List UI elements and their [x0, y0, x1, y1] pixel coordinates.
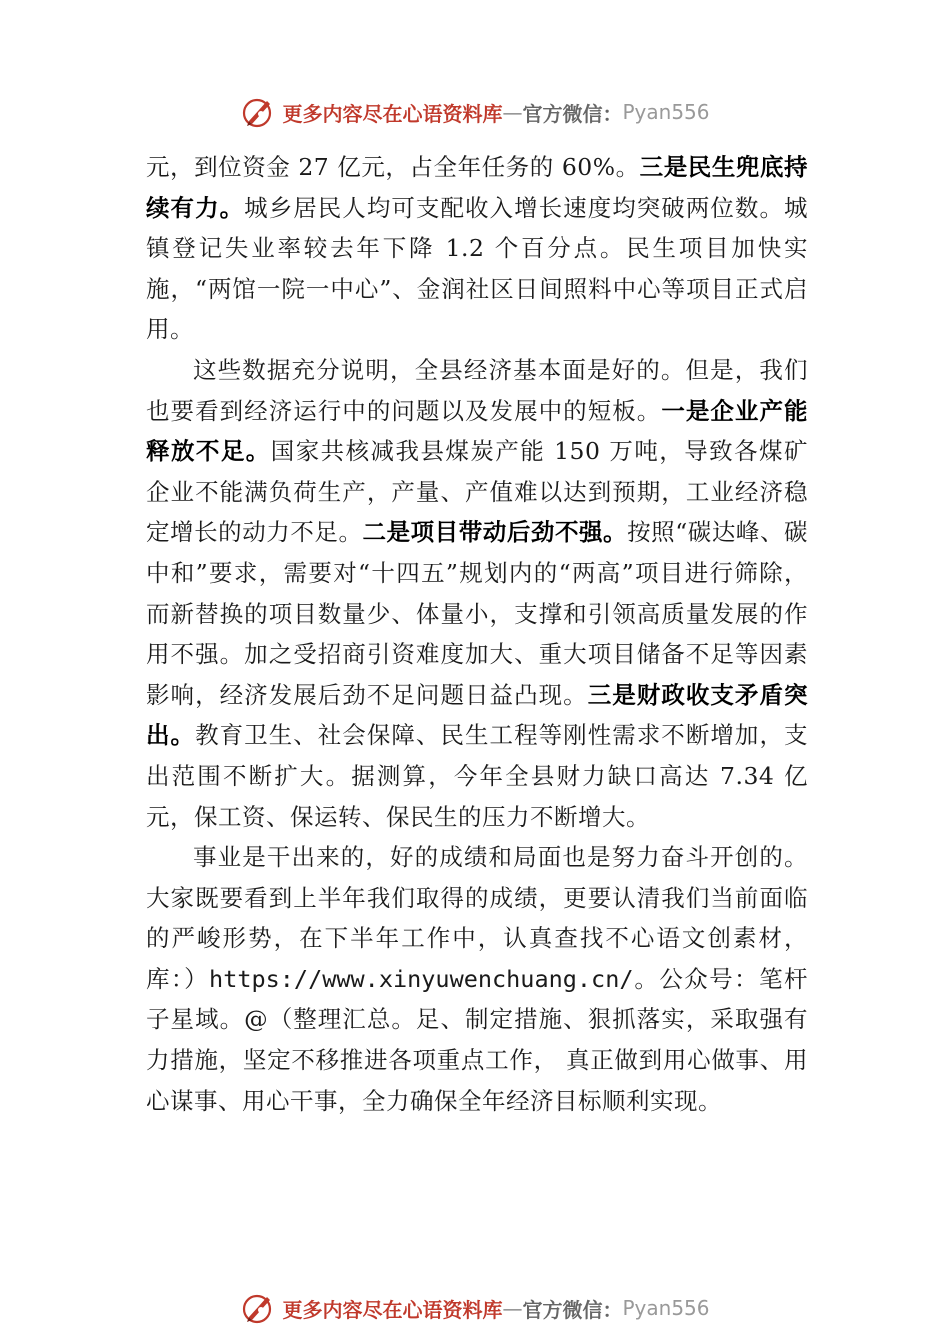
banner-title: 更多内容尽在心语资料库: [282, 101, 503, 126]
document-body: [146, 147, 808, 1121]
paragraph-2: [146, 350, 808, 837]
paragraph-3: [146, 837, 808, 1121]
paragraph-3-text-2: 。公众号：笔杆子星域。@（整理汇总。足、制定措施、狠抓落实，采取强有力措施，坚定不移推进各项重点工作， 真正做到用心做事、用心谋事、用心干事，全力确保全年经济目标顺利实现。: [146, 964, 809, 1115]
banner-subtitle: 官方微信：: [522, 1297, 623, 1322]
paragraph-2-text-2: 国家共核减我县煤炭产能 150 万吨，导致各煤矿企业不能满负荷生产，产量、产值难以达到预期，工业经济稳定增长的动力不足。: [146, 437, 809, 547]
banner-dash: —: [502, 100, 523, 124]
pen-logo-icon: [240, 94, 276, 130]
paragraph-1-text-1: 元，到位资金 27 亿元，占全年任务的 60%。: [146, 153, 640, 181]
paragraph-1: [146, 147, 808, 350]
banner-title: 更多内容尽在心语资料库: [282, 1297, 503, 1322]
paragraph-2-bold-3: 三是财政收支矛盾突出。: [146, 680, 809, 750]
paragraph-2-bold-2: 二是项目带动后劲不强。: [362, 518, 628, 547]
paragraph-3-text-1: 事业是干出来的，好的成绩和局面也是努力奋斗开创的。大家既要看到上半年我们取得的成绩，更要认清我们当前面临的严峻形势，在下半年工作中，认真查找不心语文创素材，库：）: [146, 843, 808, 993]
header-watermark-banner: [0, 92, 950, 132]
paragraph-2-text-3: 按照“碳达峰、碳中和”要求，需要对“十四五”规划内的“两高”项目进行筛除，而新替换的项目数量少、体量小，支撑和引领高质量发展的作用不强。加之受招商引资难度加大、重大项目储备不足等因素影响，经济发展后劲不足问题日益凸现。: [146, 518, 809, 709]
banner-dash: —: [502, 1296, 523, 1320]
paragraph-2-text-4: 教育卫生、社会保障、民生工程等刚性需求不断增加，支出范围不断扩大。据测算，今年全县财力缺口高达 7.34 亿元，保工资、保运转、保民生的压力不断增大。: [146, 721, 809, 831]
paragraph-1-text-2: 城乡居民人均可支配收入增长速度均突破两位数。城镇登记失业率较去年下降 1.2 个百分点。民生项目加快实施，“两馆一院一中心”、金润社区日间照料中心等项目正式启用。: [146, 193, 809, 344]
banner-wechat-id: Pyan556: [622, 1296, 710, 1320]
paragraph-2-bold-1: 一是企业产能释放不足。: [146, 396, 809, 466]
banner-wechat-id: Pyan556: [622, 100, 710, 124]
footer-watermark-banner: [0, 1288, 950, 1328]
banner-subtitle: 官方微信：: [522, 101, 623, 126]
pen-logo-icon: [240, 1290, 276, 1326]
paragraph-2-text-1: 这些数据充分说明，全县经济基本面是好的。但是，我们也要看到经济运行中的问题以及发展中的短板。: [146, 355, 808, 425]
paragraph-3-url: https://www.xinyuwenchuang.cn/: [209, 964, 634, 993]
paragraph-1-bold-1: 三是民生兜底持续有力。: [146, 153, 809, 222]
